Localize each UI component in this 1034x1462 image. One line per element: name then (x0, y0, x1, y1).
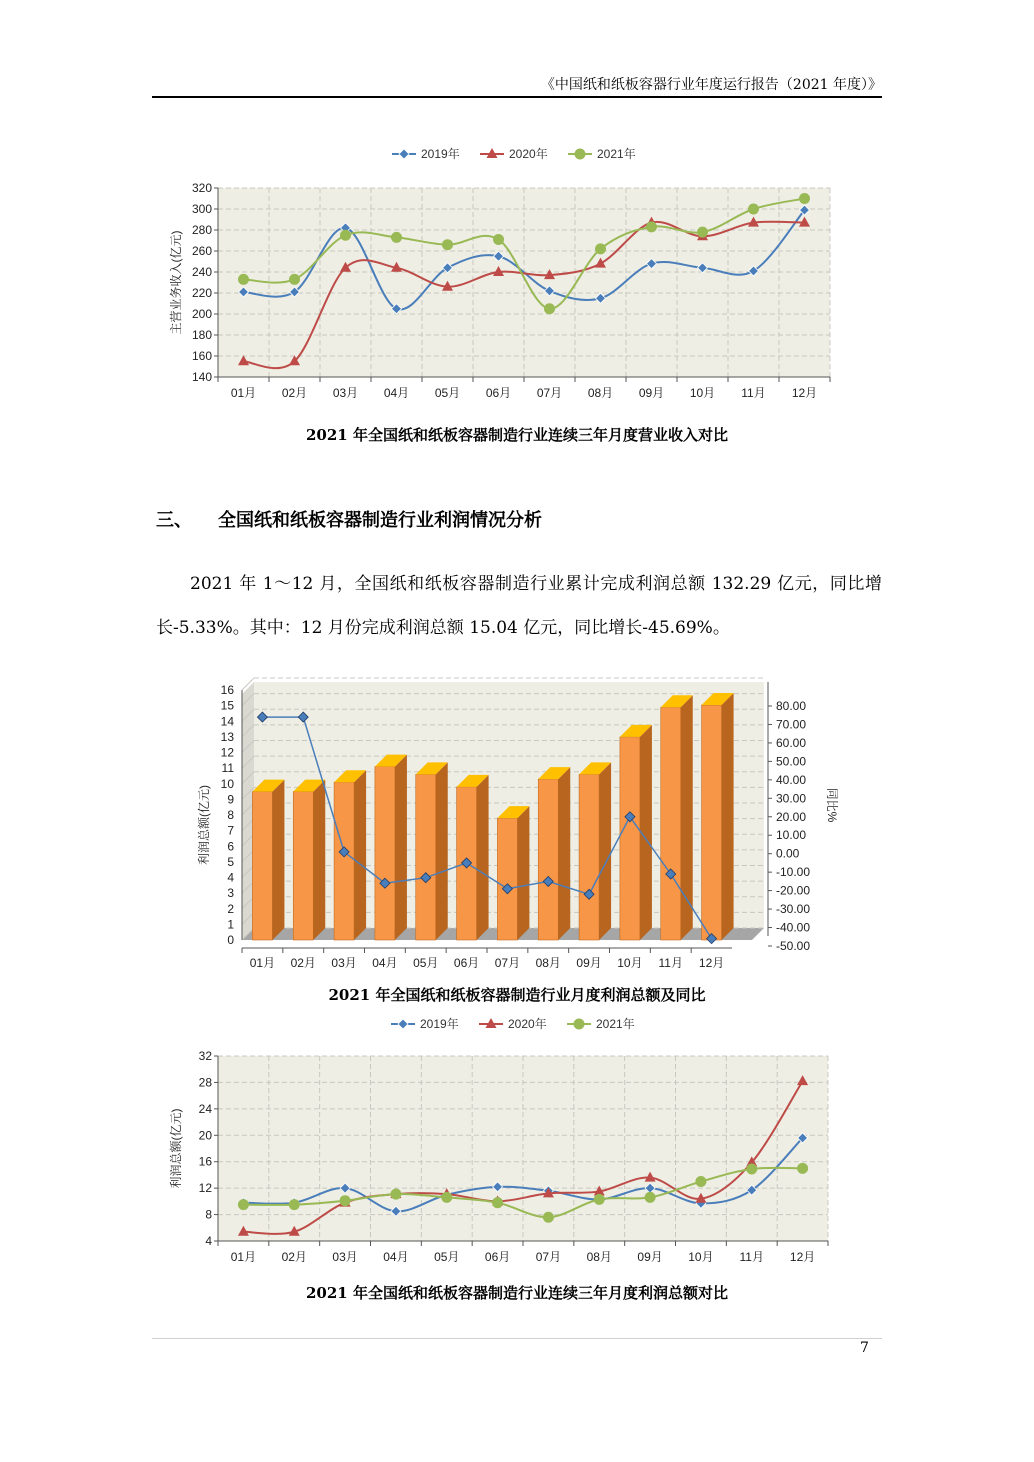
bar-side (354, 770, 366, 940)
data-point-2021年 (594, 1194, 605, 1205)
data-point-2021年 (493, 234, 504, 245)
x-tick-label: 03月 (331, 956, 357, 970)
x-tick-label: 05月 (434, 386, 461, 400)
profit-line-chart (160, 1012, 850, 1274)
y-tick-label: 200 (191, 307, 212, 321)
y-tick-label: 0 (227, 933, 234, 947)
data-point-2021年 (390, 1189, 401, 1200)
bar-side (477, 775, 489, 940)
x-tick-label: 11月 (741, 386, 766, 400)
revenue-chart (160, 140, 850, 415)
x-tick-label: 10月 (617, 956, 643, 970)
data-point-2021年 (695, 1176, 706, 1187)
y2-tick-label: 40.00 (776, 772, 807, 787)
y-tick-label: 220 (191, 286, 212, 300)
x-tick-label: 10月 (689, 386, 716, 400)
revenue-chart-caption: 2021 年全国纸和纸板容器制造行业连续三年月度营业收入对比 (306, 426, 728, 444)
page-number: 7 (860, 1340, 869, 1356)
y-tick-label: 280 (191, 223, 212, 237)
x-tick-label: 04月 (383, 1250, 409, 1264)
x-tick-label: 01月 (249, 956, 276, 970)
x-tick-label: 07月 (494, 956, 521, 970)
x-tick-label: 06月 (484, 1250, 511, 1264)
footer-divider (152, 1338, 882, 1339)
y-tick-label: 1 (227, 917, 234, 932)
bar-front (293, 792, 313, 940)
bar-side (558, 767, 570, 940)
data-point-2021年 (340, 1195, 351, 1206)
x-tick-label: 02月 (281, 1250, 307, 1264)
legend-label-0: 2019年 (420, 1017, 459, 1031)
y2-tick-label: -40.00 (776, 920, 811, 935)
bar-front (620, 737, 640, 940)
data-point-2021年 (543, 1212, 554, 1223)
bar-side (599, 762, 611, 940)
y2-tick-label: 10.00 (776, 828, 807, 843)
y-tick-label: 160 (191, 349, 212, 363)
y-tick-label: 9 (227, 792, 234, 807)
legend-label-1: 2020年 (509, 147, 548, 161)
data-point-2021年 (492, 1197, 503, 1208)
x-tick-label: 01月 (230, 1250, 257, 1264)
bar-side (436, 762, 448, 940)
legend-marker-2 (574, 1019, 585, 1030)
data-point-2021年 (391, 232, 402, 243)
bar-front (661, 707, 681, 940)
y2-tick-label: -50.00 (776, 939, 811, 953)
bar-front (497, 818, 517, 940)
y-tick-label: 14 (220, 714, 234, 729)
y-tick-label: 20 (198, 1128, 212, 1143)
data-point-2021年 (748, 204, 759, 215)
profit-paragraph (156, 562, 882, 650)
legend-marker-2 (575, 149, 586, 160)
bar-front (252, 792, 272, 940)
data-point-2021年 (289, 274, 300, 285)
legend-marker-0 (399, 149, 409, 159)
y-tick-label: 8 (227, 808, 234, 822)
section-title: 全国纸和纸板容器制造行业利润情况分析 (218, 510, 542, 531)
x-tick-label: 10月 (688, 1250, 714, 1264)
data-point-2021年 (746, 1163, 757, 1174)
x-tick-label: 06月 (485, 386, 512, 400)
y-tick-label: 140 (191, 370, 212, 384)
x-tick-label: 05月 (434, 1250, 460, 1264)
y-tick-label: 11 (221, 761, 234, 776)
data-point-2021年 (544, 303, 555, 314)
data-point-2021年 (799, 193, 810, 204)
x-tick-label: 08月 (587, 386, 614, 400)
profit-bar-chart-caption: 2021 年全国纸和纸板容器制造行业月度利润总额及同比 (328, 986, 706, 1004)
bar-front (702, 705, 722, 940)
y-tick-label: 320 (191, 181, 212, 195)
x-tick-label: 08月 (586, 1250, 612, 1264)
legend-label-0: 2019年 (421, 147, 460, 161)
bar-front (579, 774, 599, 940)
bar-side (395, 755, 407, 940)
y-tick-label: 8 (205, 1207, 212, 1222)
y2-tick-label: 70.00 (776, 717, 807, 732)
paragraph-text: 2021 年 1～12 月，全国纸和纸板容器制造行业累计完成利润总额 132.29 亿元，同比增长-5.33%。其中：12 月份完成利润总额 15.04 亿元，同比增长-45.69%。 (156, 574, 882, 638)
y-tick-label: 12 (198, 1181, 212, 1196)
data-point-2021年 (595, 243, 606, 254)
legend-label-2: 2021年 (597, 147, 636, 161)
data-point-2021年 (238, 1199, 249, 1210)
y2-axis-label: 同比% (825, 787, 839, 823)
data-point-2021年 (797, 1163, 808, 1174)
y-tick-label: 3 (227, 886, 234, 901)
x-tick-label: 03月 (332, 1250, 358, 1264)
x-tick-label: 09月 (576, 956, 602, 970)
x-tick-label: 08月 (535, 956, 561, 970)
y-tick-label: 16 (198, 1154, 212, 1169)
y-tick-label: 16 (220, 683, 234, 697)
y-tick-label: 5 (227, 854, 234, 869)
section-heading (156, 506, 542, 532)
data-point-2021年 (289, 1199, 300, 1210)
data-point-2021年 (697, 227, 708, 238)
x-tick-label: 12月 (791, 386, 818, 400)
profit-line-chart-svg (160, 1012, 850, 1274)
legend-marker-0 (398, 1019, 408, 1029)
y-tick-label: 260 (191, 244, 212, 258)
x-tick-label: 04月 (372, 956, 398, 970)
y-axis-label: 利润总额(亿元) (169, 1108, 183, 1189)
x-tick-label: 12月 (698, 956, 725, 970)
y-tick-label: 15 (220, 698, 234, 713)
x-tick-label: 05月 (413, 956, 439, 970)
x-tick-label: 12月 (789, 1250, 816, 1264)
section-number: 三、 (156, 510, 192, 531)
x-tick-label: 02月 (290, 956, 316, 970)
y2-tick-label: 20.00 (776, 809, 807, 824)
y-tick-label: 6 (227, 839, 234, 854)
y2-tick-label: 0.00 (776, 846, 800, 861)
y-tick-label: 32 (198, 1049, 212, 1063)
bar-front (416, 774, 436, 940)
y2-tick-label: -10.00 (776, 865, 811, 880)
y2-tick-label: -20.00 (776, 883, 811, 898)
legend-label-2: 2021年 (596, 1017, 635, 1031)
data-point-2021年 (340, 230, 351, 241)
y-axis-label: 利润总额(亿元) (197, 785, 211, 865)
y-tick-label: 10 (220, 776, 234, 791)
bar-front (334, 782, 354, 940)
y-tick-label: 240 (191, 265, 212, 279)
y2-tick-label: 60.00 (776, 735, 807, 750)
bar-front (538, 779, 558, 940)
profit-bar-chart (190, 670, 839, 975)
y-tick-label: 4 (227, 870, 234, 885)
y-axis-label: 主营业务收入(亿元) (169, 230, 183, 335)
x-tick-label: 07月 (535, 1250, 562, 1264)
bar-side (722, 693, 734, 940)
y-tick-label: 13 (220, 729, 234, 744)
y-tick-label: 2 (227, 901, 234, 916)
y-tick-label: 12 (220, 745, 234, 760)
y-tick-label: 24 (198, 1101, 212, 1116)
data-point-2021年 (238, 274, 249, 285)
bar-side (272, 780, 284, 940)
y-tick-label: 4 (205, 1234, 212, 1248)
x-tick-label: 09月 (638, 386, 665, 400)
x-tick-label: 06月 (453, 956, 480, 970)
y2-tick-label: -30.00 (776, 902, 811, 917)
data-point-2021年 (441, 1192, 452, 1203)
y2-tick-label: 50.00 (776, 754, 807, 769)
x-tick-label: 04月 (383, 386, 410, 400)
x-tick-label: 11月 (739, 1250, 764, 1264)
y-tick-label: 180 (191, 328, 212, 342)
data-point-2021年 (442, 239, 453, 250)
bar-side (681, 695, 693, 940)
y2-tick-label: 30.00 (776, 791, 807, 806)
header-divider (152, 96, 882, 98)
x-tick-label: 09月 (637, 1250, 663, 1264)
x-tick-label: 01月 (230, 386, 257, 400)
profit-line-chart-caption: 2021 年全国纸和纸板容器制造行业连续三年月度利润总额对比 (306, 1284, 728, 1302)
profit-bar-chart-svg (190, 670, 839, 975)
bar-side (313, 780, 325, 940)
data-point-2021年 (646, 221, 657, 232)
y-tick-label: 7 (227, 823, 234, 838)
y2-tick-label: 80.00 (776, 699, 807, 713)
x-tick-label: 03月 (332, 386, 359, 400)
report-header: 《中国纸和纸板容器行业年度运行报告（2021 年度）》 (540, 77, 882, 93)
x-tick-label: 11月 (658, 956, 683, 970)
x-tick-label: 07月 (536, 386, 563, 400)
y-tick-label: 300 (191, 202, 212, 216)
bar-front (375, 767, 395, 940)
revenue-chart-svg (160, 140, 850, 415)
legend-label-1: 2020年 (508, 1017, 547, 1031)
bar-side (517, 806, 529, 940)
x-tick-label: 02月 (281, 386, 308, 400)
data-point-2021年 (645, 1192, 656, 1203)
y-tick-label: 28 (198, 1075, 212, 1090)
